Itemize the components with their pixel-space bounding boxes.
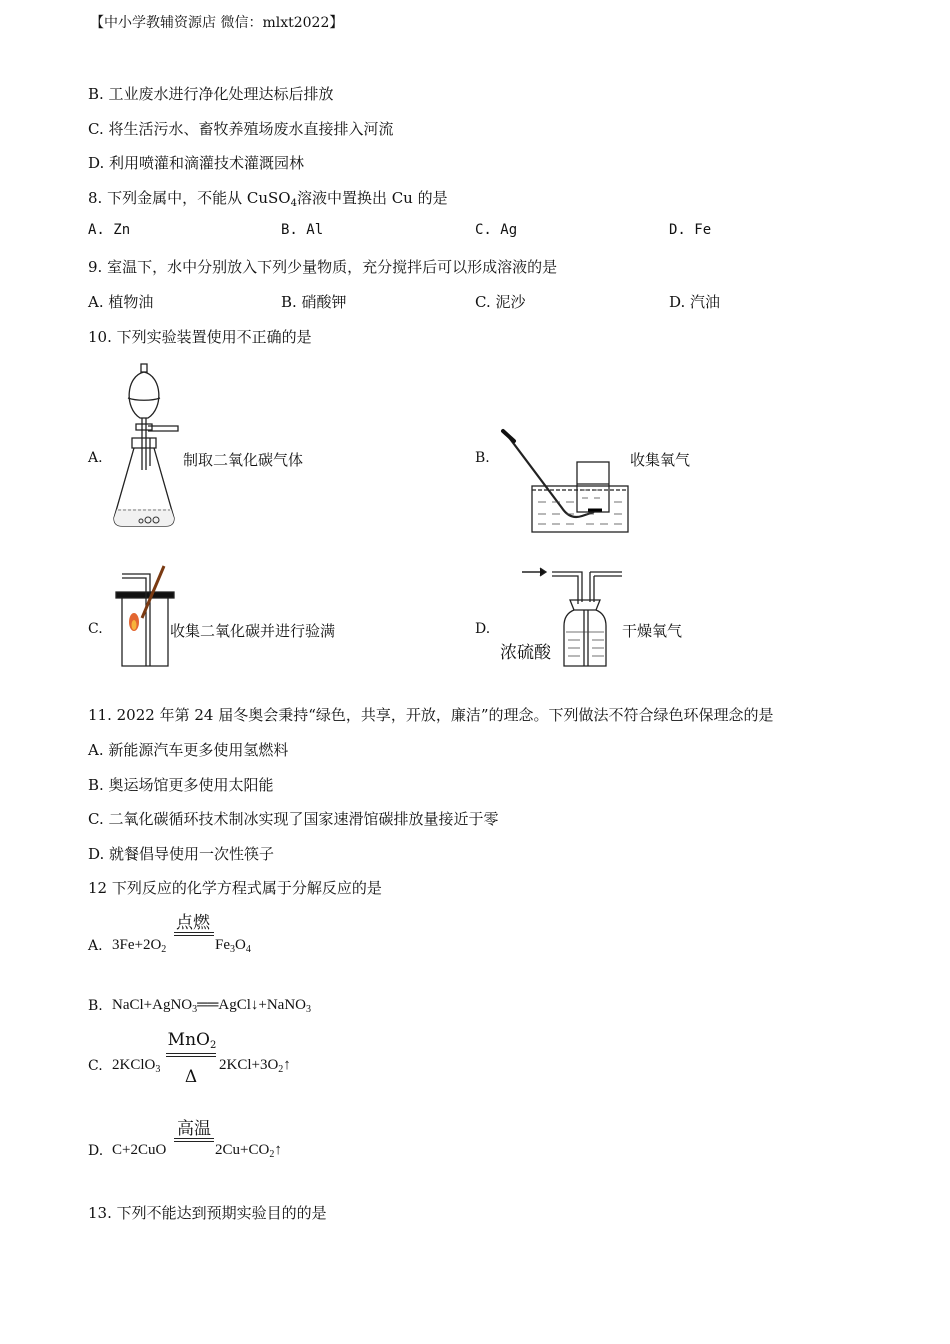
q8-option-d: D. Fe	[669, 222, 712, 238]
q12-c-products: $2KCl+3O_2↑$	[219, 1057, 291, 1075]
q12-a-reactants: $3Fe+2O_2$	[112, 937, 167, 955]
q10-a-letter: A.	[88, 450, 103, 466]
page-header: 【中小学教辅资源店 微信：mlxt2022】	[90, 15, 344, 31]
q12-d-letter: D.	[88, 1143, 104, 1159]
q12-c-catalyst: MnO	[167, 1030, 210, 1050]
q12-c-equals-sign	[166, 1053, 216, 1057]
q8-stem-suffix: 溶液中置换出 Cu 的是	[296, 189, 448, 207]
q8-stem-sub: 4	[290, 198, 297, 209]
q9-option-b: B. 硝酸钾	[281, 293, 347, 311]
q11-stem: 11. 2022 年第 24 届冬奥会秉持“绿色，共享，开放，廉洁”的理念。下列做法不符合绿色环保理念的是	[88, 706, 774, 724]
q9-stem: 9. 室温下，水中分别放入下列少量物质，充分搅拌后可以形成溶液的是	[88, 258, 558, 276]
q12-d-condition: 高温	[177, 1119, 211, 1139]
q9-option-c: C. 泥沙	[475, 293, 526, 311]
q10-b-apparatus	[500, 428, 640, 536]
q10-d-letter: D.	[475, 621, 491, 637]
q12-a-letter: A.	[88, 938, 103, 954]
q9-option-a: A. 植物油	[88, 293, 154, 311]
q8-stem-prefix: 8. 下列金属中，不能从 CuSO	[88, 189, 291, 207]
q10-d-reagent: 浓硫酸	[500, 643, 551, 663]
q12-stem: 12 下列反应的化学方程式属于分解反应的是	[88, 879, 382, 897]
q8-option-b: B. Al	[281, 222, 324, 238]
q12-a-condition: 点燃	[176, 913, 210, 933]
q10-a-apparatus	[108, 358, 188, 536]
q12-d-products: $2Cu+CO_2↑$	[215, 1142, 282, 1160]
q8-stem	[88, 187, 448, 209]
q12-c-condition-top	[166, 1030, 218, 1051]
q12-c-letter: C.	[88, 1058, 103, 1074]
q12-d-reactants: C+2CuO	[112, 1142, 167, 1158]
q10-b-caption: 收集氧气	[630, 451, 691, 469]
q9-option-d: D. 汽油	[669, 293, 721, 311]
q13-stem: 13. 下列不能达到预期实验目的的是	[88, 1204, 327, 1222]
q10-c-apparatus	[112, 566, 174, 670]
q11-option-c: C. 二氧化碳循环技术制冰实现了国家速滑馆碳排放量接近于零	[88, 810, 499, 828]
q12-d-equals-sign	[174, 1138, 214, 1142]
q10-stem: 10. 下列实验装置使用不正确的是	[88, 328, 312, 346]
q10-d-caption: 干燥氧气	[622, 622, 683, 640]
q7-option-c: C. 将生活污水、畜牧养殖场废水直接排入河流	[88, 120, 394, 138]
q12-c-condition-bottom: Δ	[184, 1067, 198, 1087]
q11-option-b: B. 奥运场馆更多使用太阳能	[88, 776, 274, 794]
q12-a-products: $Fe_3O_4$	[215, 937, 251, 955]
q12-b-equation: NaCl+AgNO$_3$══AgCl↓+NaNO$_3$	[112, 997, 311, 1015]
q7-option-d: D. 利用喷灌和滴灌技术灌溉园林	[88, 154, 305, 172]
q11-option-d: D. 就餐倡导使用一次性筷子	[88, 845, 275, 863]
q12-c-catalyst-sub: 2	[209, 1040, 217, 1051]
q12-c-reactants: 2KClO$_3$	[112, 1057, 161, 1075]
q8-option-a: A. Zn	[88, 222, 131, 238]
q10-c-caption: 收集二氧化碳并进行验满	[170, 622, 336, 640]
q12-b-letter: B.	[88, 998, 103, 1014]
q10-b-letter: B.	[475, 450, 490, 466]
q8-option-c: C. Ag	[475, 222, 518, 238]
q7-option-b: B. 工业废水进行净化处理达标后排放	[88, 85, 334, 103]
q10-a-caption: 制取二氧化碳气体	[183, 451, 304, 469]
q10-c-letter: C.	[88, 621, 103, 637]
q12-a-equals-sign	[174, 932, 214, 936]
q11-option-a: A. 新能源汽车更多使用氢燃料	[88, 741, 289, 759]
